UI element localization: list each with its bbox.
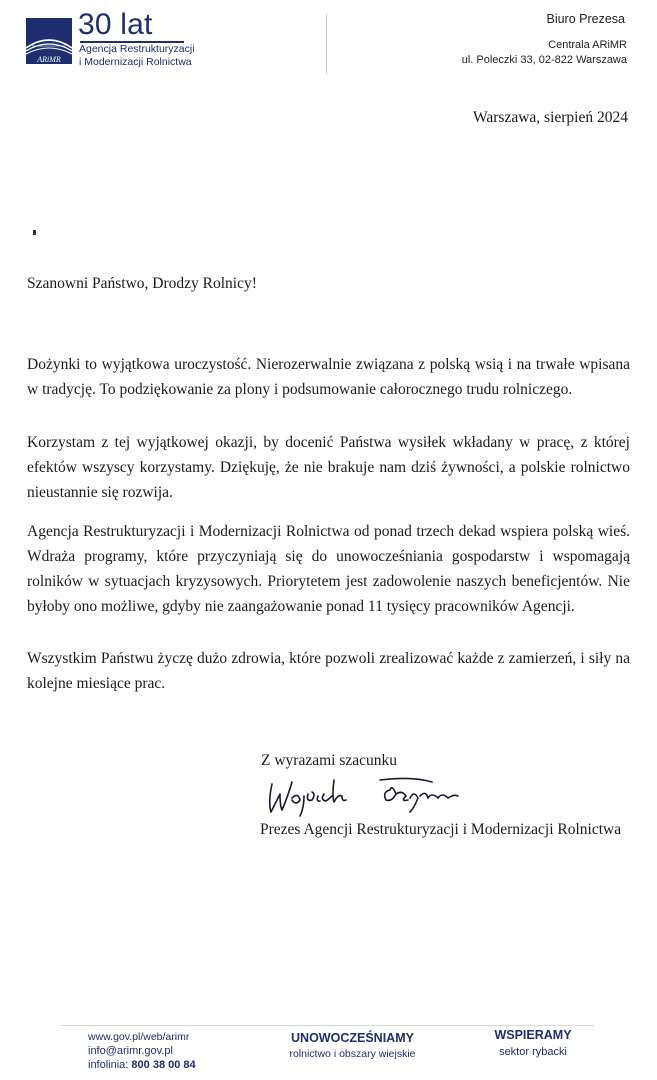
slogan-support-subtitle: sektor rybacki <box>499 1046 567 1058</box>
footer-email-link[interactable]: info@arimr.gov.pl <box>88 1045 173 1057</box>
signatory-title: Prezes Agencji Restrukturyzacji i Modernizacji Rolnictwa <box>260 821 622 838</box>
hotline-label: infolinia: <box>88 1059 129 1071</box>
slogan-modernize-title: UNOWOCZEŚNIAMY <box>291 1031 414 1045</box>
salutation: Szanowni Państwo, Drodzy Rolnicy! <box>27 275 257 292</box>
letter-paragraph: Agencja Restrukturyzacji i Modernizacji Rolnictwa od ponad trzech dekad wspiera polską wieś. Wdraża programy, które przyczyniają się do unowocześniania gospodarstw i wspomagają rolników w sytuacjach kryzysowych. Priorytetem jest zadowolenie naszych beneficjentów. Nie byłoby ono możliwe, gdyby nie zaangażowanie ponad 11 tysięcy pracowników Agencji. <box>27 523 630 615</box>
letter-paragraph: Wszystkim Państwu życzę dużo zdrowia, które pozwoli zrealizować każde z zamierzeń, i siły na kolejne miesiące prac. <box>27 650 630 692</box>
footer-rule <box>60 1025 595 1026</box>
slogan-modernize-subtitle: rolnictwo i obszary wiejskie <box>289 1048 416 1060</box>
slogan-support-title: WSPIERAMY <box>494 1028 572 1042</box>
footer-website-link[interactable]: www.gov.pl/web/arimr <box>88 1031 190 1043</box>
header-divider <box>326 14 327 74</box>
office-name: Centrala ARiMR <box>548 39 627 51</box>
office-title: Biuro Prezesa <box>546 12 625 26</box>
letter-paragraph: Dożynki to wyjątkowa uroczystość. Nierozerwalnie związana z polską wsią i na trwałe wpisana w tradycję. To podziękowanie za plony i podsumowanie całorocznego trudu rolniczego. <box>27 356 630 398</box>
office-address: ul. Poleczki 33, 02-822 Warszawa <box>461 54 627 66</box>
letter-paragraph: Korzystam z tej wyjątkowej okazji, by docenić Państwa wysiłek wkładany w pracę, z której efektów wszyscy korzystamy. Dziękuję, że nie brakuje nam dziś żywności, a polskie rolnictwo nieustannie się rozwija. <box>27 434 630 501</box>
agency-name-line1: Agencja Restrukturyzacji <box>79 43 195 55</box>
agency-name-line2: i Modernizacji Rolnictwa <box>79 56 192 68</box>
svg-text:ARiMR: ARiMR <box>37 55 61 64</box>
closing-phrase: Z wyrazami szacunku <box>261 752 397 769</box>
anniversary-label: 30 lat <box>78 8 153 41</box>
fold-mark <box>33 230 36 235</box>
place-date: Warszawa, sierpień 2024 <box>473 109 628 126</box>
footer-hotline <box>88 1059 196 1071</box>
arimr-logo <box>26 18 72 64</box>
hotline-number: 800 38 00 84 <box>131 1059 196 1071</box>
handwritten-signature <box>262 772 482 818</box>
